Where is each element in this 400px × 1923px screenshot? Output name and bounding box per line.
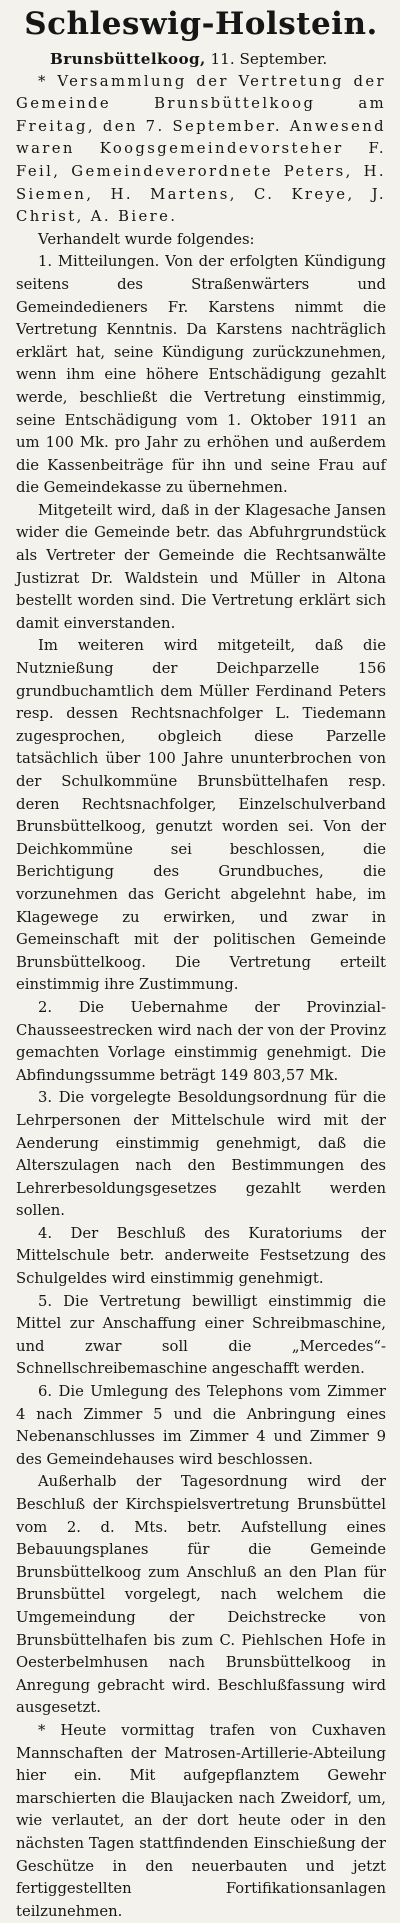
paragraph-item-5: 5. Die Vertretung bewilligt einstimmig die Mittel zur Anschaffung einer Schreibmaschine, und zwar soll die „Mercedes“-Schnellschreibemaschine angeschafft werden. (16, 1292, 386, 1378)
dateline-place: Brunsbüttelkoog, (50, 50, 206, 68)
paragraph-artillery: * Heute vormittag trafen von Cuxhaven Mannschaften der Matrosen-Artillerie-Abteilung hier ein. Mit aufgepflanztem Gewehr marschierten die Blaujacken nach Zweidorf, um, wie verlautet, an der dort heute oder in den nächsten Tagen stattfindenden Einschießung der Geschütze in den neuerbauten und jetzt fertiggestellten Fortifikationsanlagen teilzunehmen. (16, 1721, 386, 1920)
article-body (16, 71, 386, 1923)
headline: Schleswig-Holstein. (24, 6, 378, 42)
paragraph-dike-parcel: Im weiteren wird mitgeteilt, daß die Nutznießung der Deichparzelle 156 grundbuchamtlich dem Müller Ferdinand Peters resp. dessen Rechtsnachfolger L. Tiedemann zugesprochen, obgleich diese Parzelle tatsächlich über 100 Jahre ununterbrochen von der Schulkommüne Brunsbüttelhafen resp. deren Rechtsnachfolger, Einzelschulverband Brunsbüttelkoog, genutzt worden sei. Von der Deichkommüne sei beschlossen, die Berichtigung des Grundbuches, die vorzunehmen das Gericht abgelehnt habe, im Klagewege zu erwirken, und zwar in Gemeinschaft mit der politischen Gemeinde Brunsbüttelkoog. Die Vertretung erteilt einstimmig ihre Zustimmung. (16, 637, 386, 994)
paragraph-item-2: 2. Die Uebernahme der Provinzial-Chausseestrecken wird nach der von der Provinz gemachten Vorlage einstimmig genehmigt. Die Abfindungssumme beträgt 149 803,57 Mk. (16, 998, 386, 1084)
paragraph-agenda-intro: Verhandelt wurde folgendes: (38, 230, 255, 248)
paragraph-item-6: 6. Die Umlegung des Telephons vom Zimmer 4 nach Zimmer 5 und die Anbringung eines Nebenanschlusses im Zimmer 4 und Zimmer 9 des Gemeindehauses wird beschlossen. (16, 1383, 386, 1468)
paragraph-item-4: 4. Der Beschluß des Kuratoriums der Mittelschule betr. anderweite Festsetzung des Schulgeldes wird einstimmig genehmigt. (16, 1224, 386, 1288)
paragraph-outside-agenda: Außerhalb der Tagesordnung wird der Beschluß der Kirchspielsvertretung Brunsbüttel vom 2. d. Mts. betr. Aufstellung eines Bebauungsplanes für die Gemeinde Brunsbüttelkoog zum Anschluß an den Plan für Brunsbüttel vorgelegt, nach welchem die Umgemeindung der Deichstrecke von Brunsbüttelhafen bis zum C. Piehlschen Hofe in Oesterbelmhusen nach Brunsbüttelkoog in Anregung gebracht wird. Beschlußfassung wird ausgesetzt. (16, 1473, 386, 1717)
paragraph-lawsuit: Mitgeteilt wird, daß in der Klagesache Jansen wider die Gemeinde betr. das Abfuhrgrundstück als Vertreter der Gemeinde die Rechtsanwälte Justizrat Dr. Waldstein und Müller in Altona bestellt worden sind. Die Vertretung erklärt sich damit einverstanden. (16, 501, 386, 632)
dateline-date: 11. September. (210, 50, 328, 68)
paragraph-item-3: 3. Die vorgelegte Besoldungsordnung für die Lehrpersonen der Mittelschule wird mit der Aenderung einstimmig genehmigt, daß die Alterszulagen nach den Bestimmungen des Lehrerbesoldungsgesetzes gezahlt werden sollen. (16, 1089, 386, 1220)
dateline (16, 48, 386, 71)
paragraph-assembly: * Versammlung der Vertretung der Gemeinde Brunsbüttelkoog am Freitag, den 7. September. Anwesend waren Koogsgemeindevorsteher F. Feil, Gemeindeverordnete Peters, H. Siemen, H. Martens, C. Kreye, J. Christ, A. Biere. (16, 72, 386, 226)
paragraph-item-1: 1. Mitteilungen. Von der erfolgten Kündigung seitens des Straßenwärters und Gemeindedieners Fr. Karstens nimmt die Vertretung Kenntnis. Da Karstens nachträglich erklärt hat, seine Kündigung zurückzunehmen, wenn ihm eine höhere Entschädigung gezahlt werde, beschließt die Vertretung einstimmig, seine Entschädigung vom 1. Oktober 1911 an um 100 Mk. pro Jahr zu erhöhen und außerdem die Kassenbeiträge für ihn und seine Frau auf die Gemeindekasse zu übernehmen. (16, 253, 386, 497)
